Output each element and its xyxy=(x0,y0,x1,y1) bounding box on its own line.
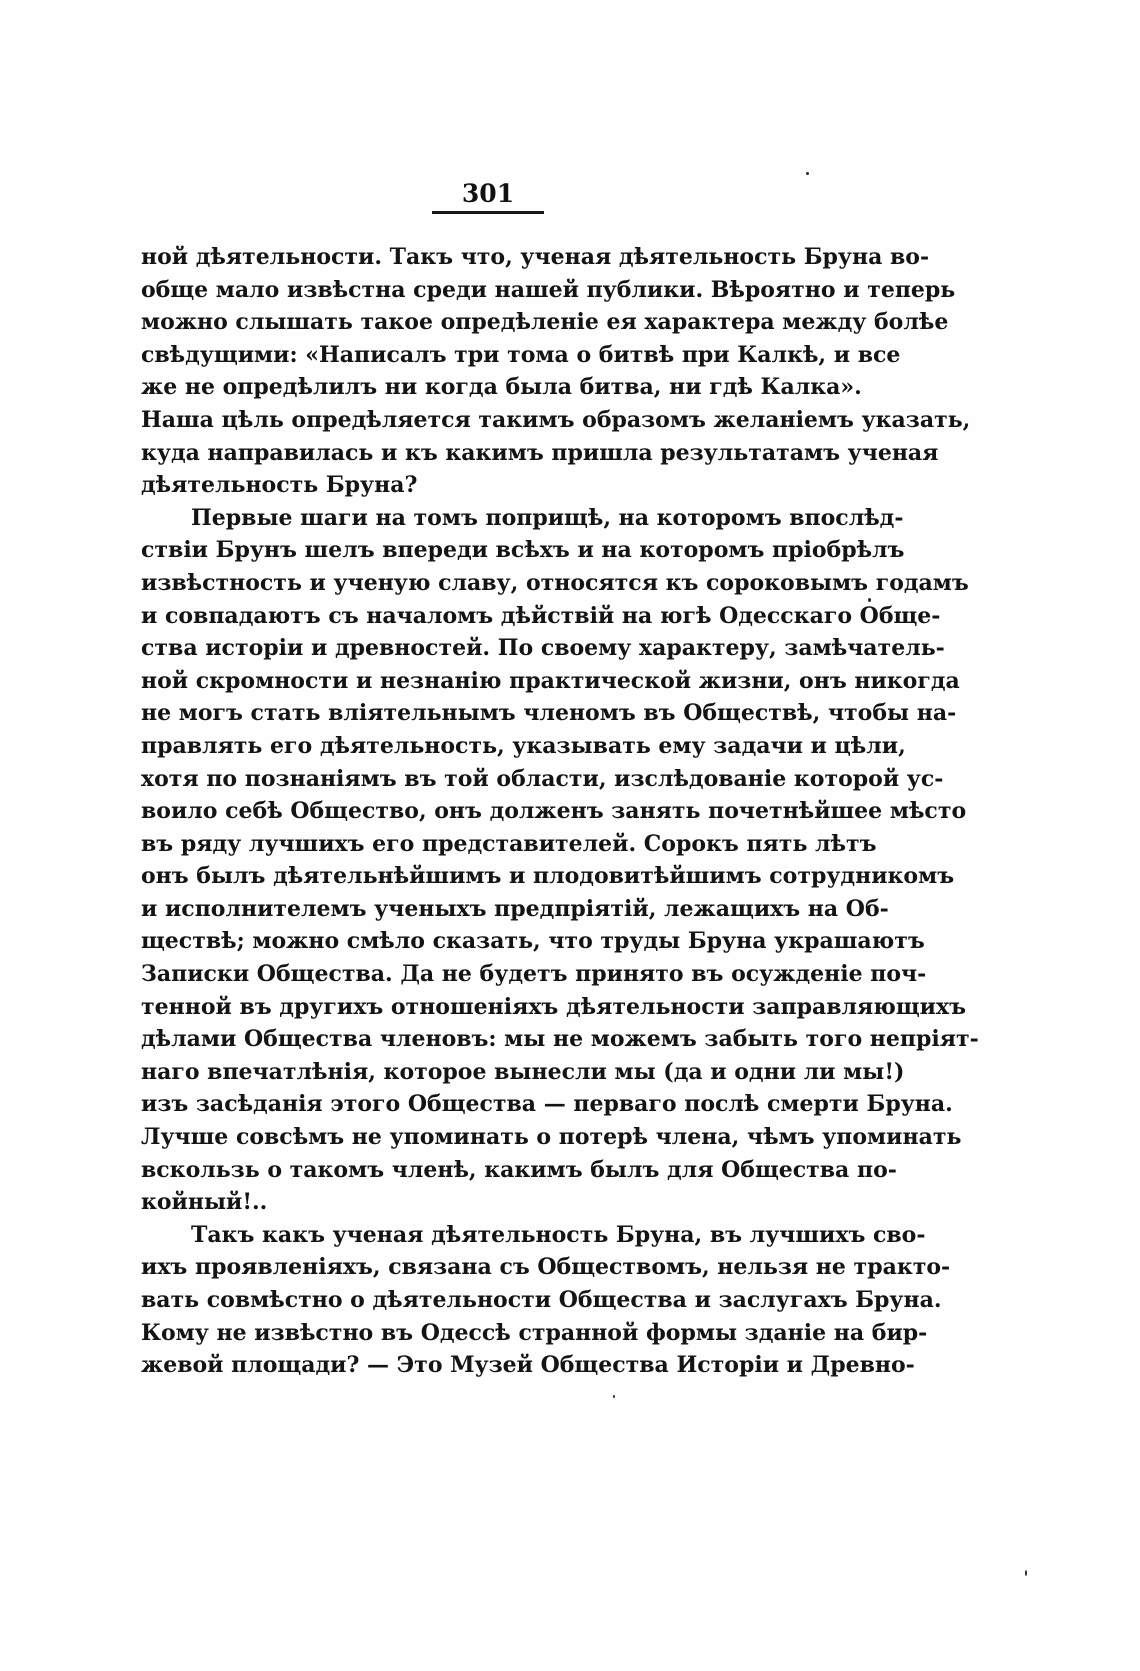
text-line: дѣятельность Бруна? xyxy=(141,472,418,499)
text-line: ной скромности и незнанію практической жизни, онъ никогда xyxy=(141,667,960,694)
text-line: и исполнителемъ ученыхъ предпріятій, лежащихъ на Об- xyxy=(141,895,889,922)
text-line: же не опредѣлилъ ни когда была битва, ни гдѣ Калка». xyxy=(141,374,862,401)
text-line: въ ряду лучшихъ его представителей. Сорокъ пять лѣтъ xyxy=(141,830,877,857)
scan-speck xyxy=(868,598,871,602)
text-line: ства исторіи и древностей. По своему характеру, замѣчатель- xyxy=(141,635,945,662)
text-line: воило себѣ Общество, онъ долженъ занять почетнѣйшее мѣсто xyxy=(141,798,967,825)
text-line: наго впечатлѣнія, которое вынесли мы (да и одни ли мы!) xyxy=(141,1058,905,1085)
text-line: тенной въ другихъ отношеніяхъ дѣятельности заправляющихъ xyxy=(141,993,966,1020)
text-line: ществѣ; можно смѣло сказать, что труды Бруна украшаютъ xyxy=(141,928,925,955)
text-line: изъ засѣданія этого Общества — перваго послѣ смерти Бруна. xyxy=(141,1091,953,1118)
text-line: и совпадаютъ съ началомъ дѣйствій на югѣ Одесскаго Обще- xyxy=(141,602,941,629)
text-line: Лучше совсѣмъ не упоминать о потерѣ члена, чѣмъ упоминать xyxy=(141,1124,962,1151)
scan-speck xyxy=(1025,1570,1027,1576)
text-line: извѣстность и ученую славу, относятся къ сороковымъ годамъ xyxy=(141,569,969,596)
paragraph-1 xyxy=(141,241,971,502)
body-text xyxy=(141,241,979,1382)
text-line: койный!.. xyxy=(141,1189,268,1216)
text-line: Записки Общества. Да не будетъ принято въ осужденіе поч- xyxy=(141,961,927,988)
text-line: ихъ проявленіяхъ, связана съ Обществомъ, нельзя не трактo- xyxy=(141,1254,951,1281)
paragraph-2 xyxy=(141,502,979,1219)
text-line: ной дѣятельности. Такъ что, ученая дѣятельность Бруна во- xyxy=(141,244,930,270)
scan-speck xyxy=(613,1395,615,1398)
text-line: онъ былъ дѣятельнѣйшимъ и плодовитѣйшимъ сотрудникомъ xyxy=(141,863,955,890)
text-line: правлять его дѣятельность, указывать ему задачи и цѣли, xyxy=(141,732,906,759)
paragraph-3 xyxy=(141,1219,951,1382)
page-number: 301 xyxy=(461,179,515,208)
text-line: не могъ стать вліятельнымъ членомъ въ Обществѣ, чтобы на- xyxy=(141,700,957,727)
text-line: свѣдущими: «Написалъ три тома о битвѣ при Калкѣ, и все xyxy=(141,341,901,368)
text-line: жевой площади? — Это Музей Общества Исторіи и Древно- xyxy=(141,1352,915,1379)
scan-speck xyxy=(806,172,809,175)
text-line: вскользь о такомъ членѣ, какимъ былъ для Общества по- xyxy=(141,1156,897,1183)
text-line: ствіи Брунъ шелъ впереди всѣхъ и на которомъ пріобрѣлъ xyxy=(141,537,905,564)
text-line: Кому не извѣстно въ Одессѣ странной формы зданіе на бир- xyxy=(141,1319,928,1346)
page-number-underline xyxy=(432,211,544,214)
text-line: Такъ какъ ученая дѣятельность Бруна, въ лучшихъ сво- xyxy=(191,1221,926,1248)
text-line: дѣлами Общества членовъ: мы не можемъ забыть того непріят- xyxy=(141,1026,979,1053)
text-line: обще мало извѣстна среди нашей публики. Вѣроятно и теперь xyxy=(141,276,956,303)
text-line: Наша цѣль опредѣляется такимъ образомъ желаніемъ указать, xyxy=(141,406,971,433)
text-line: можно слышать такое опредѣленіе ея характера между болѣе xyxy=(141,309,949,336)
text-line: вать совмѣстно о дѣятельности Общества и заслугахъ Бруна. xyxy=(141,1287,942,1313)
text-line: хотя по познаніямъ въ той области, изслѣдованіе которой ус- xyxy=(141,765,944,792)
text-line: куда направилась и къ какимъ пришла результатамъ ученая xyxy=(141,439,939,466)
text-line: Первые шаги на томъ поприщѣ, на которомъ впослѣд- xyxy=(191,504,904,531)
